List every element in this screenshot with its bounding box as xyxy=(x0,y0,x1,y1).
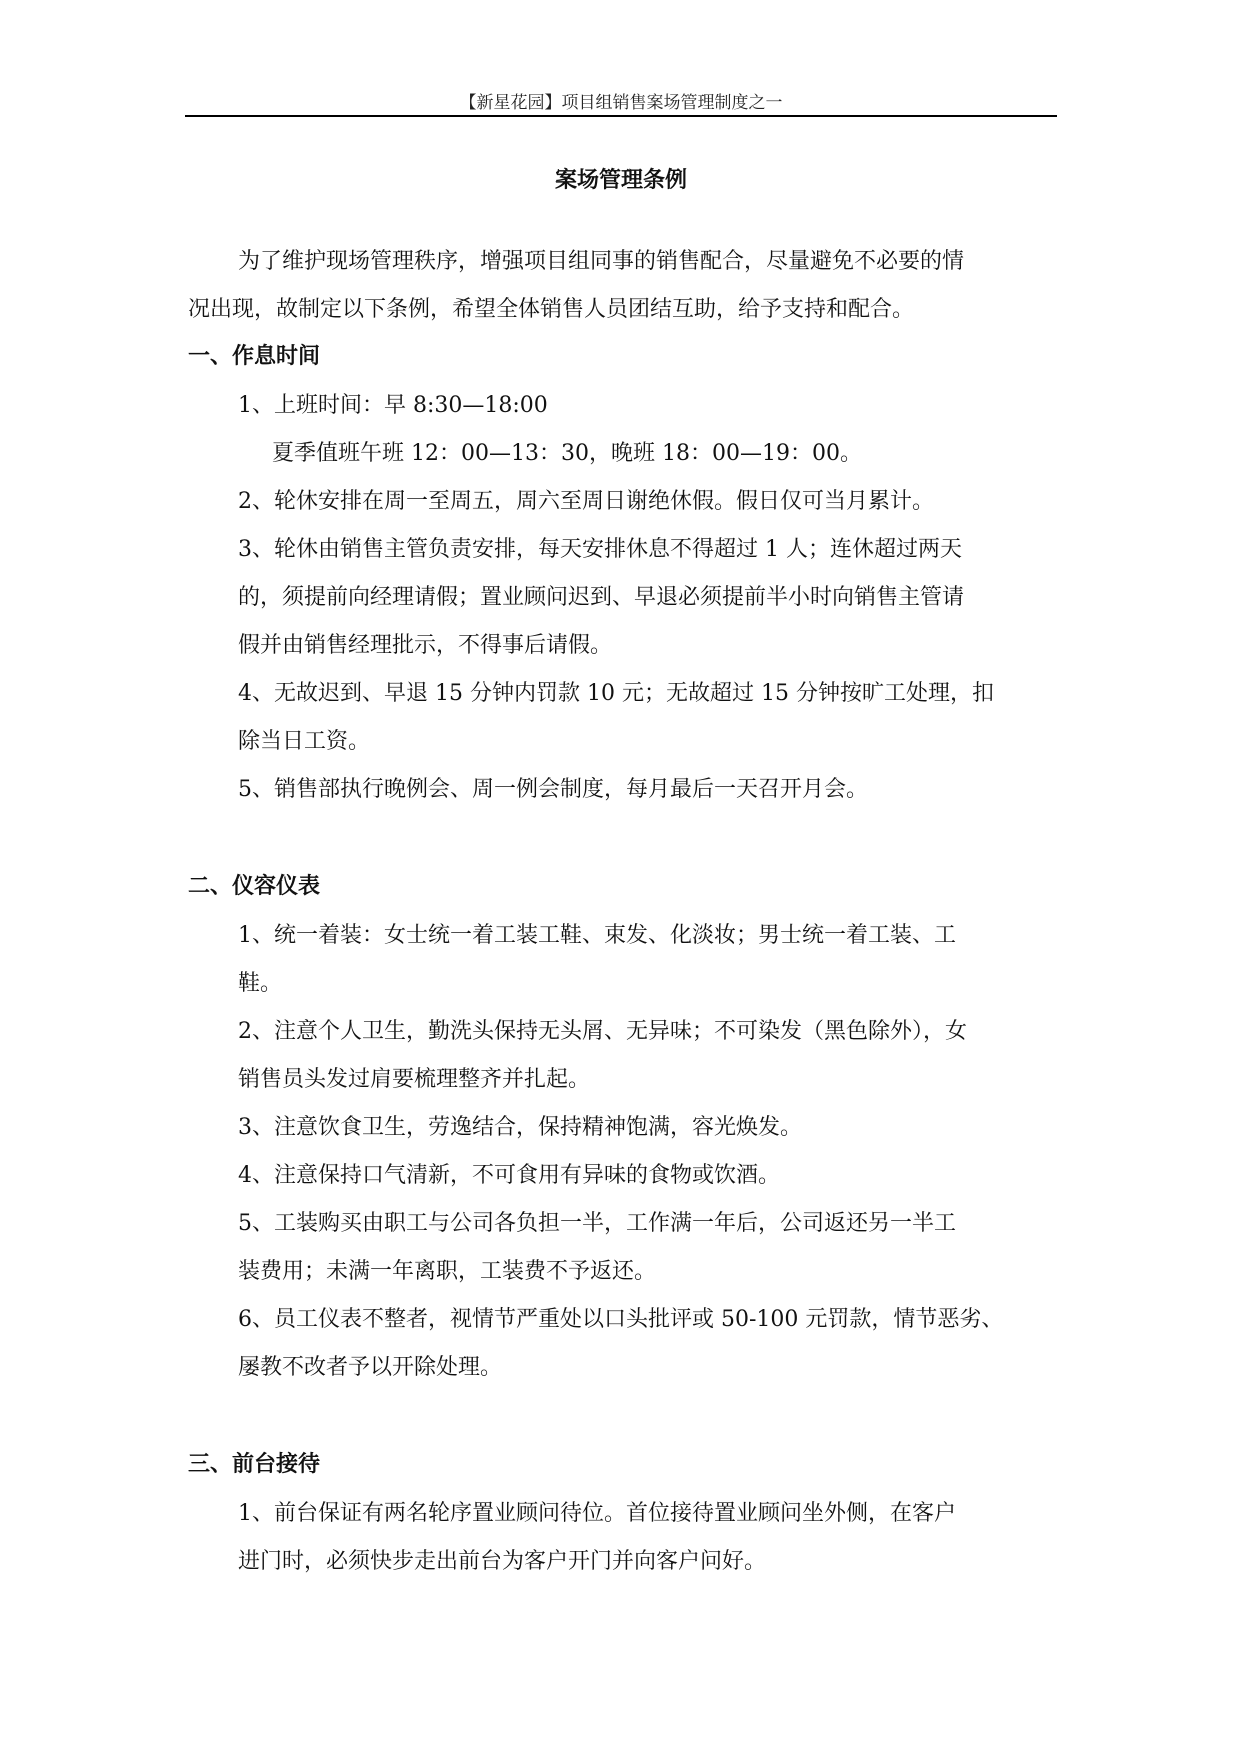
section-heading: 三、前台接待 xyxy=(188,1451,321,1477)
paragraph-line: 销售员头发过肩要梳理整齐并扎起。 xyxy=(238,1067,591,1092)
paragraph-line: 6、员工仪表不整者，视情节严重处以口头批评或 50-100 元罚款，情节恶劣、 xyxy=(238,1307,1004,1332)
paragraph-line: 进门时，必须快步走出前台为客户开门并向客户问好。 xyxy=(238,1549,767,1574)
running-header: 【新星花园】项目组销售案场管理制度之一 xyxy=(459,93,783,113)
paragraph-line: 装费用；未满一年离职，工装费不予返还。 xyxy=(238,1259,657,1284)
paragraph-line: 屡教不改者予以开除处理。 xyxy=(238,1355,503,1380)
document-title: 案场管理条例 xyxy=(554,167,687,193)
paragraph-line: 1、前台保证有两名轮序置业顾问待位。首位接待置业顾问坐外侧，在客户 xyxy=(238,1501,956,1526)
paragraph-line: 2、注意个人卫生，勤洗头保持无头屑、无异味；不可染发（黑色除外），女 xyxy=(238,1019,967,1044)
section-heading: 二、仪容仪表 xyxy=(188,873,321,899)
paragraph-line: 4、无故迟到、早退 15 分钟内罚款 10 元；无故超过 15 分钟按旷工处理，扣 xyxy=(238,681,994,706)
paragraph-line: 1、上班时间：早 8:30—18:00 xyxy=(238,393,548,418)
intro-line: 为了维护现场管理秩序，增强项目组同事的销售配合，尽量避免不必要的情 xyxy=(238,249,965,274)
paragraph-line: 3、轮休由销售主管负责安排，每天安排休息不得超过 1 人；连休超过两天 xyxy=(238,537,962,562)
paragraph-line: 4、注意保持口气清新，不可食用有异味的食物或饮酒。 xyxy=(238,1163,780,1188)
paragraph-line: 5、销售部执行晚例会、周一例会制度，每月最后一天召开月会。 xyxy=(238,777,868,802)
paragraph-line: 除当日工资。 xyxy=(238,729,371,754)
paragraph-line: 5、工装购买由职工与公司各负担一半，工作满一年后，公司返还另一半工 xyxy=(238,1211,956,1236)
paragraph-line: 鞋。 xyxy=(238,971,283,996)
section-heading: 一、作息时间 xyxy=(188,343,321,369)
paragraph-line: 2、轮休安排在周一至周五，周六至周日谢绝休假。假日仅可当月累计。 xyxy=(238,489,934,514)
paragraph-line: 假并由销售经理批示，不得事后请假。 xyxy=(238,633,613,658)
header-rule xyxy=(185,115,1057,117)
paragraph-line: 夏季值班午班 12：00—13：30，晚班 18：00—19：00。 xyxy=(272,441,862,466)
intro-line: 况出现，故制定以下条例，希望全体销售人员团结互助，给予支持和配合。 xyxy=(188,297,915,322)
paragraph-line: 1、统一着装：女士统一着工装工鞋、束发、化淡妆；男士统一着工装、工 xyxy=(238,923,956,948)
paragraph-line: 3、注意饮食卫生，劳逸结合，保持精神饱满，容光焕发。 xyxy=(238,1115,802,1140)
paragraph-line: 的，须提前向经理请假；置业顾问迟到、早退必须提前半小时向销售主管请 xyxy=(238,585,965,610)
